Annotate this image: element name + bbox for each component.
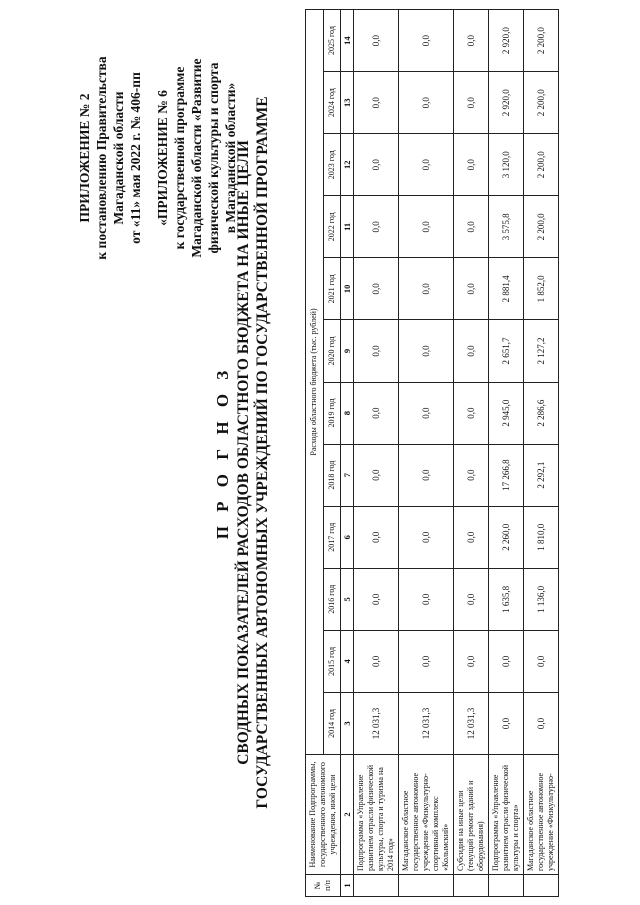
- value-cell: 0,0: [489, 692, 524, 754]
- appendix-line: в Магаданской области»: [223, 82, 238, 234]
- year-header: 2023 год: [323, 134, 341, 196]
- row-name: Субсидия на иные цели (текущий ремонт зданий и оборудования): [454, 755, 489, 875]
- year-header: 2022 год: [323, 196, 341, 258]
- table-row: [454, 10, 489, 897]
- column-index: 14: [341, 10, 354, 72]
- column-index: 7: [341, 444, 354, 506]
- value-cell: 0,0: [454, 568, 489, 630]
- value-cell: 2 127,2: [524, 320, 559, 382]
- column-index: 9: [341, 320, 354, 382]
- appendix-date: от «11» мая 2022 г. № 406-пп: [128, 72, 143, 244]
- column-index: 2: [341, 755, 354, 875]
- value-cell: 0,0: [489, 630, 524, 692]
- value-cell: 2 286,6: [524, 382, 559, 444]
- appendix-line: к постановлению Правительства: [94, 56, 109, 260]
- column-header-name: Наименование Подпрограммы, государственного автономного учреждения, иной цели: [306, 755, 341, 875]
- table-row: [489, 10, 524, 897]
- value-cell: 2 200,0: [524, 72, 559, 134]
- year-header: 2015 год: [323, 630, 341, 692]
- value-cell: 1 635,8: [489, 568, 524, 630]
- value-cell: 2 260,0: [489, 506, 524, 568]
- value-cell: 0,0: [354, 382, 399, 444]
- row-name: Подпрограмма «Управление развитием отрасли физической культуры, спорта и туризма на 2014 год»: [354, 755, 399, 875]
- value-cell: 0,0: [399, 134, 454, 196]
- value-cell: 2 945,0: [489, 382, 524, 444]
- year-header: 2018 год: [323, 444, 341, 506]
- column-index: 11: [341, 196, 354, 258]
- value-cell: 2 651,7: [489, 320, 524, 382]
- document-heading: [212, 0, 272, 905]
- value-cell: 0,0: [454, 72, 489, 134]
- year-header: 2016 год: [323, 568, 341, 630]
- value-cell: 0,0: [454, 134, 489, 196]
- column-index: 12: [341, 134, 354, 196]
- column-index: 4: [341, 630, 354, 692]
- column-index: 8: [341, 382, 354, 444]
- value-cell: 0,0: [454, 382, 489, 444]
- year-header: 2014 год: [323, 692, 341, 754]
- value-cell: 12 031,3: [399, 692, 454, 754]
- value-cell: 0,0: [354, 134, 399, 196]
- table-row: [524, 10, 559, 897]
- value-cell: 0,0: [354, 10, 399, 72]
- document-subtitle: ГОСУДАРСТВЕННЫХ АВТОНОМНЫХ УЧРЕЖДЕНИЙ ПО ГОСУДАРСТВЕННОЙ ПРОГРАММЕ: [254, 96, 271, 809]
- value-cell: 0,0: [399, 568, 454, 630]
- value-cell: 1 136,0: [524, 568, 559, 630]
- budget-forecast-table: [305, 9, 559, 897]
- appendix-6-number: «ПРИЛОЖЕНИЕ № 6: [155, 90, 170, 226]
- value-cell: 2 200,0: [524, 10, 559, 72]
- value-cell: 2 920,0: [489, 72, 524, 134]
- table-row: [354, 10, 399, 897]
- column-group-header: Расходы областного бюджета (тыс. рублей): [306, 10, 324, 755]
- row-number: [354, 875, 399, 897]
- row-name: Магаданское областное государственное автономное учреждение «Физкультурно-: [524, 755, 559, 875]
- row-number: [489, 875, 524, 897]
- column-index: 13: [341, 72, 354, 134]
- value-cell: 0,0: [354, 630, 399, 692]
- value-cell: 0,0: [454, 630, 489, 692]
- value-cell: 0,0: [399, 506, 454, 568]
- value-cell: 0,0: [454, 506, 489, 568]
- document-subtitle: СВОДНЫХ ПОКАЗАТЕЛЕЙ РАСХОДОВ ОБЛАСТНОГО БЮДЖЕТА НА ИНЫЕ ЦЕЛИ: [235, 140, 252, 765]
- value-cell: 0,0: [354, 506, 399, 568]
- value-cell: 0,0: [399, 72, 454, 134]
- column-index: 5: [341, 568, 354, 630]
- value-cell: 2 881,4: [489, 258, 524, 320]
- value-cell: 3 575,8: [489, 196, 524, 258]
- value-cell: 0,0: [524, 692, 559, 754]
- column-index: 3: [341, 692, 354, 754]
- value-cell: 0,0: [399, 258, 454, 320]
- year-header: 2017 год: [323, 506, 341, 568]
- value-cell: 17 266,8: [489, 444, 524, 506]
- appendix-line: Магаданской области «Развитие: [189, 58, 204, 258]
- value-cell: 1 852,0: [524, 258, 559, 320]
- value-cell: 0,0: [354, 568, 399, 630]
- column-index-row: [341, 10, 354, 897]
- value-cell: 2 200,0: [524, 196, 559, 258]
- value-cell: 0,0: [399, 382, 454, 444]
- value-cell: 1 810,0: [524, 506, 559, 568]
- value-cell: 2 292,1: [524, 444, 559, 506]
- value-cell: 0,0: [454, 320, 489, 382]
- row-number: [454, 875, 489, 897]
- value-cell: 0,0: [399, 196, 454, 258]
- value-cell: 0,0: [454, 444, 489, 506]
- value-cell: 0,0: [399, 444, 454, 506]
- value-cell: 0,0: [354, 320, 399, 382]
- appendix-line: физической культуры и спорта: [206, 62, 221, 254]
- table-row: [399, 10, 454, 897]
- table-header-row: [306, 10, 324, 897]
- column-index: 10: [341, 258, 354, 320]
- row-number: [399, 875, 454, 897]
- value-cell: 0,0: [399, 10, 454, 72]
- value-cell: 12 031,3: [354, 692, 399, 754]
- row-number: [524, 875, 559, 897]
- value-cell: 0,0: [354, 258, 399, 320]
- column-index: 6: [341, 506, 354, 568]
- value-cell: 12 031,3: [454, 692, 489, 754]
- column-header-number: № п/п: [306, 875, 341, 897]
- row-name: Подпрограмма «Управление развитием отрасли физической культуры и спорта»: [489, 755, 524, 875]
- year-header: 2025 год: [323, 10, 341, 72]
- spacer: [144, 23, 154, 293]
- value-cell: 0,0: [454, 10, 489, 72]
- value-cell: 0,0: [454, 196, 489, 258]
- value-cell: 2 200,0: [524, 134, 559, 196]
- document-title: П Р О Г Н О З: [213, 365, 232, 540]
- row-name: Магаданское областное государственное автономное учреждение «Физкультурно-спортивный комплекс «Колымский»: [399, 755, 454, 875]
- value-cell: 0,0: [354, 196, 399, 258]
- value-cell: 2 920,0: [489, 10, 524, 72]
- column-index: 1: [341, 875, 354, 897]
- value-cell: 0,0: [524, 630, 559, 692]
- appendix-line: к государственной программе: [172, 66, 187, 250]
- value-cell: 0,0: [399, 320, 454, 382]
- value-cell: 0,0: [399, 630, 454, 692]
- year-header: 2021 год: [323, 258, 341, 320]
- year-header: 2020 год: [323, 320, 341, 382]
- value-cell: 0,0: [354, 72, 399, 134]
- year-header: 2019 год: [323, 382, 341, 444]
- appendix-line: Магаданской области: [111, 91, 126, 225]
- year-header: 2024 год: [323, 72, 341, 134]
- value-cell: 0,0: [454, 258, 489, 320]
- value-cell: 0,0: [354, 444, 399, 506]
- appendix-number: ПРИЛОЖЕНИЕ № 2: [77, 93, 92, 223]
- value-cell: 3 120,0: [489, 134, 524, 196]
